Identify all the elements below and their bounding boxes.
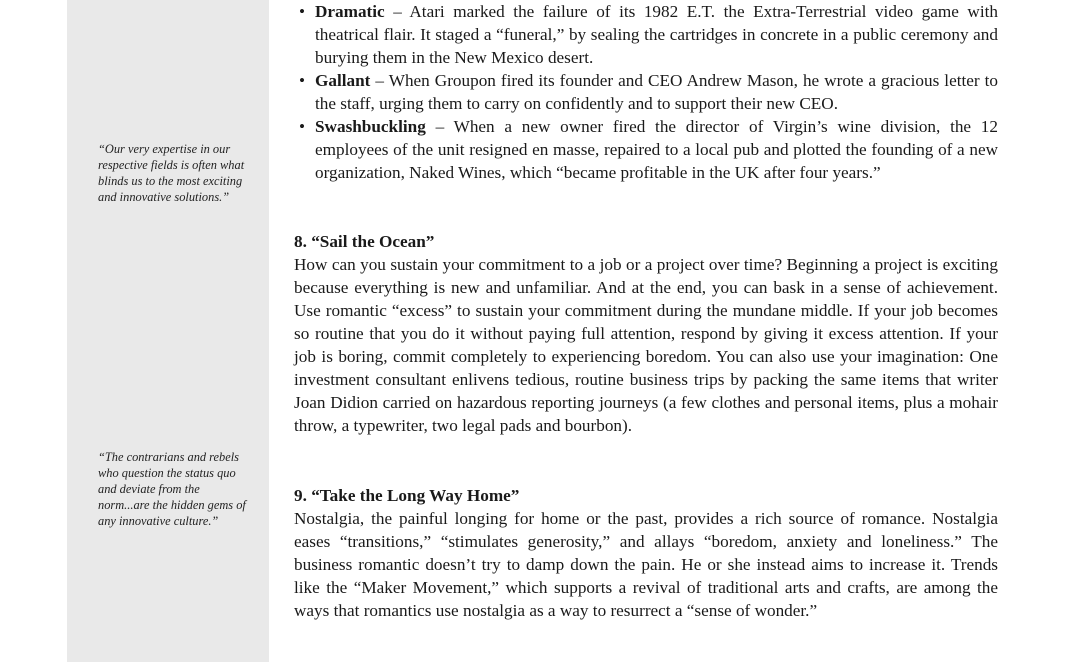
bullet-item-dramatic [294,0,998,69]
sidebar-panel [67,0,269,662]
main-content [294,0,998,620]
section-take-the-long-way-home [294,484,998,622]
bullet-text: – When a new owner fired the director of Virgin’s wine division, the 12 employees of the unit resigned en masse, repaired to a local pub and plotted the founding of a new organization, Naked Wines, which “became profitable in the UK after four years.” [315,117,998,182]
section-sail-the-ocean [294,230,998,437]
bullet-icon: • [299,117,306,136]
bullet-term: Swashbuckling [315,117,426,136]
bullet-item-swashbuckling [294,115,998,184]
bullet-icon: • [299,2,306,21]
bullet-icon: • [299,71,306,90]
bullet-list [294,0,998,184]
bullet-text: – Atari marked the failure of its 1982 E.T. the Extra-Terrestrial video game with theatrical flair. It staged a “funeral,” by sealing the cartridges in concrete in a public ceremony and burying them in the New Mexico desert. [315,2,998,67]
pull-quote-1: “Our very expertise in our respective fields is often what blinds us to the most exciting and innovative solutions.” [98,142,245,204]
bullet-item-gallant [294,69,998,115]
section-heading: 9. “Take the Long Way Home” [294,486,520,505]
bullet-term: Dramatic [315,2,385,21]
pull-quote-2: “The contrarians and rebels who question the status quo and deviate from the norm...are the hidden gems of any innovative culture.” [98,450,246,528]
section-heading: 8. “Sail the Ocean” [294,232,435,251]
section-body: Nostalgia, the painful longing for home or the past, provides a rich source of romance. Nostalgia eases “transitions,” “stimulates generosity,” and allays “boredom, anxiety and loneliness.” The business romantic doesn’t try to damp down the pain. He or she instead aims to increase it. Trends like the “Maker Movement,” which supports a revival of traditional arts and crafts, are among the ways that romantics use nostalgia as a way to resurrect a “sense of wonder.” [294,509,998,620]
bullet-term: Gallant [315,71,371,90]
section-body: How can you sustain your commitment to a job or a project over time? Beginning a project is exciting because everything is new and unfamiliar. And at the end, you can bask in a sense of achievement. Use romantic “excess” to sustain your commitment during the mundane middle. If your job becomes so routine that you do it without paying full attention, respond by giving it excess attention. If your job is boring, commit completely to experiencing boredom. You can also use your imagination: One investment consultant enlivens tedious, routine business trips by packing the same items that writer Joan Didion carried on hazardous reporting journeys (a few clothes and personal items, plus a mohair throw, a typewriter, two legal pads and bourbon). [294,255,998,435]
bullet-text: – When Groupon fired its founder and CEO Andrew Mason, he wrote a gracious letter to the staff, urging them to carry on confidently and to support their new CEO. [315,71,998,113]
